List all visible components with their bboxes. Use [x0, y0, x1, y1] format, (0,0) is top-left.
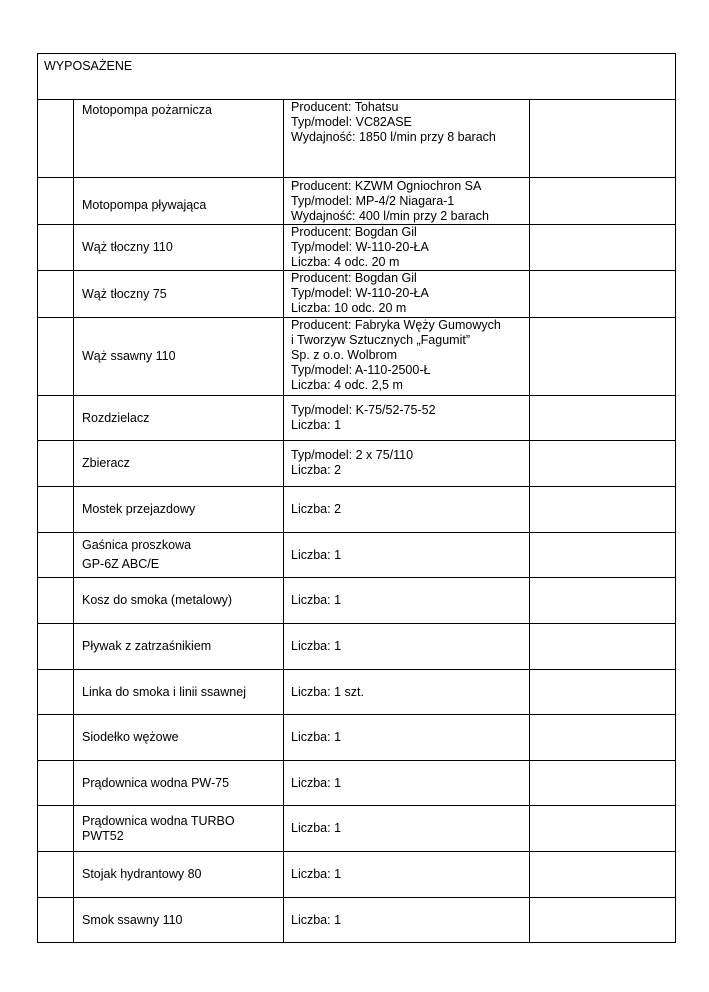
spec-line: Liczba: 1: [291, 775, 342, 790]
table-row: [38, 318, 676, 396]
empty-cell: [530, 396, 676, 441]
spec-line: Liczba: 4 odc. 20 m: [291, 255, 400, 269]
table-row: [38, 806, 676, 852]
item-spec-cell: [284, 487, 530, 533]
spec-line: Liczba: 1: [291, 821, 342, 835]
item-name: Kosz do smoka (metalowy): [82, 593, 233, 607]
item-spec-cell: [284, 898, 530, 943]
section-header-row: [38, 54, 676, 100]
table-row: [38, 178, 676, 225]
empty-cell: [530, 533, 676, 578]
row-number-cell: [38, 806, 74, 852]
row-number-cell: [38, 533, 74, 578]
item-name: Prądownica wodna TURBO: [82, 813, 235, 828]
item-spec-cell: [284, 271, 530, 318]
spec-line: Typ/model: MP-4/2 Niagara-1: [291, 194, 455, 208]
table-row: [38, 533, 676, 578]
spec-line: Liczba: 10 odc. 20 m: [291, 301, 407, 315]
item-spec-cell: [284, 100, 530, 178]
empty-cell: [530, 318, 676, 396]
item-name-cell: [74, 318, 284, 396]
spec-line: Liczba: 1: [291, 547, 342, 562]
item-name: Stojak hydrantowy 80: [82, 867, 202, 881]
item-name-cell: [74, 806, 284, 852]
item-name-cell: [74, 271, 284, 318]
spec-line: Producent: Bogdan Gil: [291, 225, 417, 239]
row-number-cell: [38, 178, 74, 225]
table-row: [38, 761, 676, 806]
item-spec-cell: [284, 318, 530, 396]
spec-line: Wydajność: 400 l/min przy 2 barach: [291, 209, 489, 223]
spec-line: Liczba: 1: [291, 418, 342, 432]
spec-line: Typ/model: VC82ASE: [291, 115, 412, 129]
item-spec-cell: [284, 670, 530, 715]
empty-cell: [530, 898, 676, 943]
item-spec-cell: [284, 806, 530, 852]
spec-line: Liczba: 2: [291, 463, 342, 477]
item-spec-cell: [284, 225, 530, 271]
spec-line: Liczba: 1: [291, 639, 342, 653]
table-row: [38, 487, 676, 533]
item-name: Smok ssawny 110: [82, 912, 183, 927]
row-number-cell: [38, 578, 74, 624]
row-number-cell: [38, 670, 74, 715]
item-name-cell: [74, 670, 284, 715]
item-name: Linka do smoka i linii ssawnej: [82, 684, 246, 699]
empty-cell: [530, 578, 676, 624]
item-spec-cell: [284, 178, 530, 225]
item-spec-cell: [284, 624, 530, 670]
spec-line: Wydajność: 1850 l/min przy 8 barach: [291, 130, 496, 144]
empty-cell: [530, 100, 676, 178]
item-name-cell: [74, 487, 284, 533]
item-name: Siodełko wężowe: [82, 730, 179, 744]
table-row: [38, 441, 676, 487]
item-name: Gaśnica proszkowa: [82, 538, 192, 552]
item-name: Motopompa pływająca: [82, 197, 207, 212]
row-number-cell: [38, 100, 74, 178]
item-spec-cell: [284, 761, 530, 806]
item-name: Wąż ssawny 110: [82, 349, 176, 363]
spec-line: Typ/model: 2 x 75/110: [291, 448, 414, 462]
row-number-cell: [38, 396, 74, 441]
item-name: Prądownica wodna PW-75: [82, 775, 230, 790]
item-spec-cell: [284, 852, 530, 898]
row-number-cell: [38, 898, 74, 943]
empty-cell: [530, 715, 676, 761]
spec-line: Sp. z o.o. Wolbrom: [291, 348, 398, 362]
table-row: [38, 225, 676, 271]
item-name-cell: [74, 578, 284, 624]
item-name-cell: [74, 533, 284, 578]
spec-line: Typ/model: W-110-20-ŁA: [291, 240, 429, 254]
spec-line: Typ/model: K-75/52-75-52: [291, 403, 436, 417]
item-name: Pływak z zatrzaśnikiem: [82, 639, 212, 653]
empty-cell: [530, 487, 676, 533]
item-name-cell: [74, 396, 284, 441]
table-row: [38, 898, 676, 943]
table-row: [38, 670, 676, 715]
item-name-cell: [74, 715, 284, 761]
spec-line: Liczba: 4 odc. 2,5 m: [291, 378, 403, 392]
item-name-cell: [74, 225, 284, 271]
table-row: [38, 852, 676, 898]
spec-line: i Tworzyw Sztucznych „Fagumit”: [291, 333, 470, 347]
row-number-cell: [38, 761, 74, 806]
item-name-cell: [74, 761, 284, 806]
table-row: [38, 396, 676, 441]
empty-cell: [530, 670, 676, 715]
table-row: [38, 271, 676, 318]
spec-line: Typ/model: W-110-20-ŁA: [291, 286, 429, 300]
row-number-cell: [38, 441, 74, 487]
item-name: Wąż tłoczny 110: [82, 240, 173, 254]
empty-cell: [530, 441, 676, 487]
row-number-cell: [38, 715, 74, 761]
spec-line: Liczba: 1: [291, 593, 342, 607]
equipment-table: [37, 53, 676, 943]
spec-line: Liczba: 2: [291, 502, 342, 516]
spec-line: Liczba: 1: [291, 867, 342, 881]
empty-cell: [530, 624, 676, 670]
item-name-cell: [74, 100, 284, 178]
item-spec-cell: [284, 396, 530, 441]
spec-line: Producent: Tohatsu: [291, 100, 399, 114]
item-name: GP-6Z ABC/E: [82, 557, 160, 571]
item-name: Wąż tłoczny 75: [82, 286, 167, 301]
table-row: [38, 578, 676, 624]
row-number-cell: [38, 318, 74, 396]
item-name: PWT52: [82, 828, 124, 843]
item-spec-cell: [284, 715, 530, 761]
spec-line: Liczba: 1: [291, 912, 342, 927]
row-number-cell: [38, 852, 74, 898]
item-spec-cell: [284, 578, 530, 624]
row-number-cell: [38, 225, 74, 271]
item-name-cell: [74, 852, 284, 898]
item-name: Motopompa pożarnicza: [82, 103, 212, 117]
table-row: [38, 624, 676, 670]
item-spec-cell: [284, 441, 530, 487]
item-name: Mostek przejazdowy: [82, 502, 196, 516]
row-number-cell: [38, 487, 74, 533]
empty-cell: [530, 225, 676, 271]
empty-cell: [530, 852, 676, 898]
spec-line: Producent: KZWM Ogniochron SA: [291, 179, 482, 193]
spec-line: Typ/model: A-110-2500-Ł: [291, 363, 431, 377]
spec-line: Liczba: 1: [291, 730, 342, 744]
row-number-cell: [38, 624, 74, 670]
empty-cell: [530, 271, 676, 318]
item-name-cell: [74, 624, 284, 670]
spec-line: Liczba: 1 szt.: [291, 684, 364, 699]
spec-line: Producent: Bogdan Gil: [291, 271, 417, 285]
table-row: [38, 100, 676, 178]
empty-cell: [530, 806, 676, 852]
empty-cell: [530, 761, 676, 806]
item-spec-cell: [284, 533, 530, 578]
item-name-cell: [74, 178, 284, 225]
section-title: WYPOSAŻENE: [38, 54, 676, 100]
item-name-cell: [74, 898, 284, 943]
spec-line: Producent: Fabryka Węży Gumowych: [291, 318, 501, 332]
empty-cell: [530, 178, 676, 225]
table-row: [38, 715, 676, 761]
item-name: Zbieracz: [82, 456, 130, 470]
item-name-cell: [74, 441, 284, 487]
item-name: Rozdzielacz: [82, 410, 150, 425]
row-number-cell: [38, 271, 74, 318]
